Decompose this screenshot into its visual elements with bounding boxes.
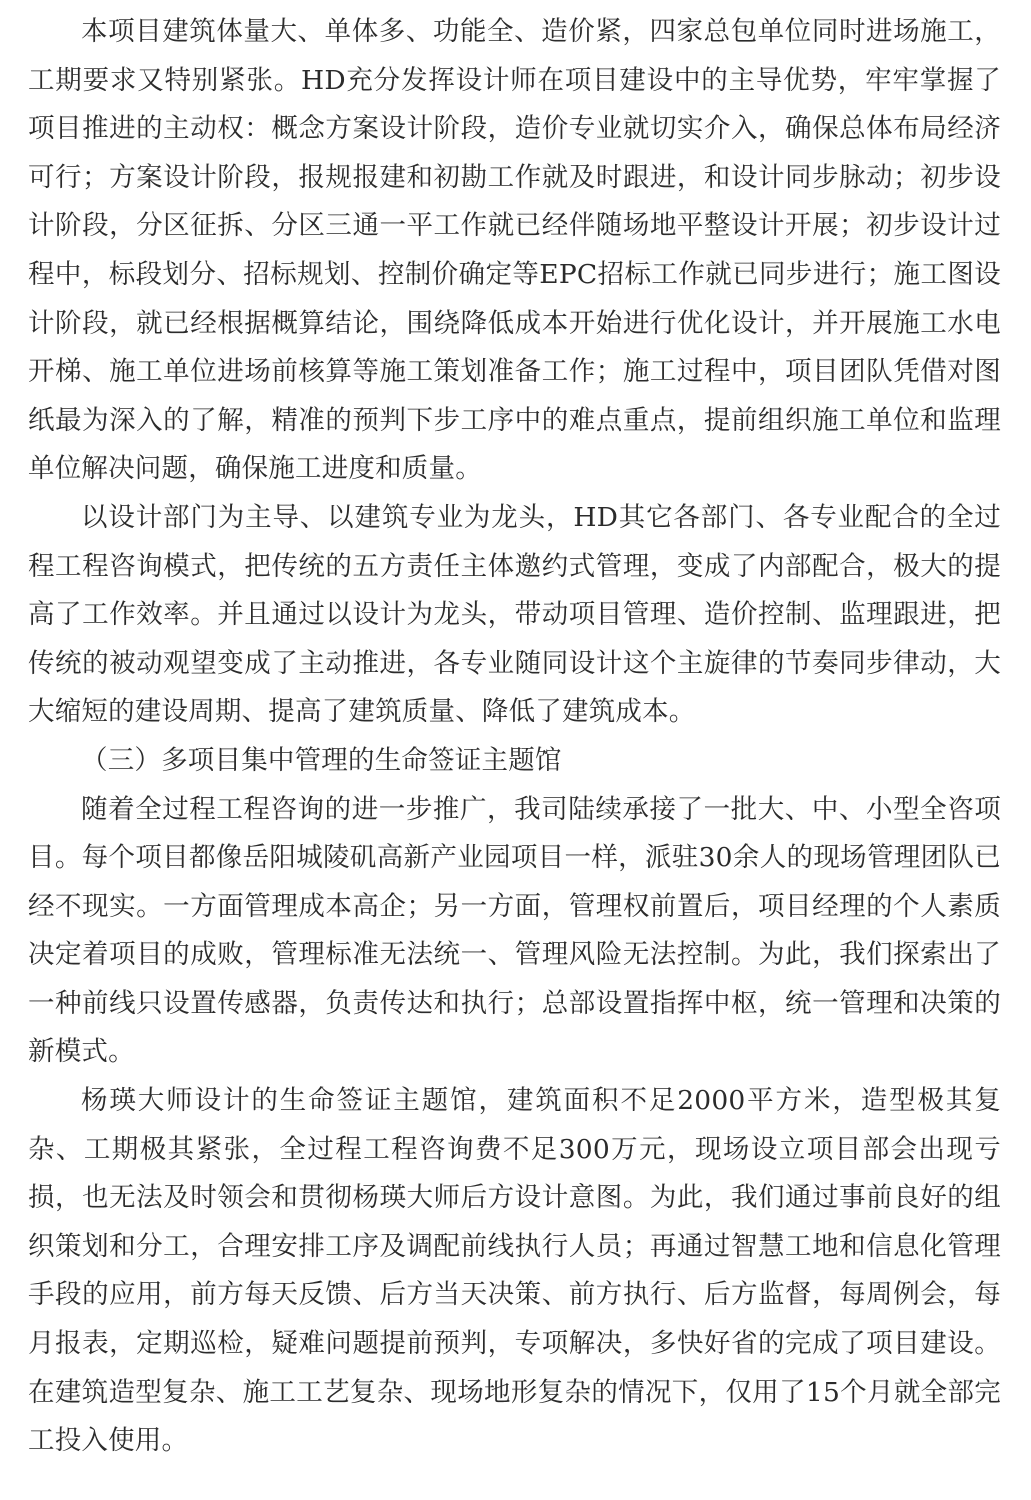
body-paragraph-1: 本项目建筑体量大、单体多、功能全、造价紧，四家总包单位同时进场施工，工期要求又特别紧张。HD充分发挥设计师在项目建设中的主导优势，牢牢掌握了项目推进的主动权：概念方案设计阶段，造价专业就切实介入，确保总体布局经济可行；方案设计阶段，报规报建和初勘工作就及时跟进，和设计同步脉动；初步设计阶段，分区征拆、分区三通一平工作就已经伴随场地平整设计开展；初步设计过程中，标段划分、招标规划、控制价确定等EPC招标工作就已同步进行；施工图设计阶段，就已经根据概算结论，围绕降低成本开始进行优化设计，并开展施工水电开梯、施工单位进场前核算等施工策划准备工作；施工过程中，项目团队凭借对图纸最为深入的了解，精准的预判下步工序中的难点重点，提前组织施工单位和监理单位解决问题，确保施工进度和质量。 <box>28 16 1001 485</box>
section-heading: （三）多项目集中管理的生命签证主题馆 <box>81 744 562 776</box>
body-paragraph-2: 以设计部门为主导、以建筑专业为龙头，HD其它各部门、各专业配合的全过程工程咨询模式，把传统的五方责任主体邀约式管理，变成了内部配合，极大的提高了工作效率。并且通过以设计为龙头，带动项目管理、造价控制、监理跟进，把传统的被动观望变成了主动推进，各专业随同设计这个主旋律的节奏同步律动，大大缩短的建设周期、提高了建筑质量、降低了建筑成本。 <box>28 501 1001 728</box>
body-paragraph-3: 随着全过程工程咨询的进一步推广，我司陆续承接了一批大、中、小型全咨项目。每个项目都像岳阳城陵矶高新产业园项目一样，派驻30余人的现场管理团队已经不现实。一方面管理成本高企；另一方面，管理权前置后，项目经理的个人素质决定着项目的成败，管理标准无法统一、管理风险无法控制。为此，我们探索出了一种前线只设置传感器，负责传达和执行；总部设置指挥中枢，统一管理和决策的新模式。 <box>28 793 1001 1068</box>
body-paragraph-4: 杨瑛大师设计的生命签证主题馆，建筑面积不足2000平方米，造型极其复杂、工期极其紧张，全过程工程咨询费不足300万元，现场设立项目部会出现亏损，也无法及时领会和贯彻杨瑛大师后方设计意图。为此，我们通过事前良好的组织策划和分工，合理安排工序及调配前线执行人员；再通过智慧工地和信息化管理手段的应用，前方每天反馈、后方当天决策、前方执行、后方监督，每周例会，每月报表，定期巡检，疑难问题提前预判，专项解决，多快好省的完成了项目建设。在建筑造型复杂、施工工艺复杂、现场地形复杂的情况下，仅用了15个月就全部完工投入使用。 <box>28 1085 1001 1457</box>
